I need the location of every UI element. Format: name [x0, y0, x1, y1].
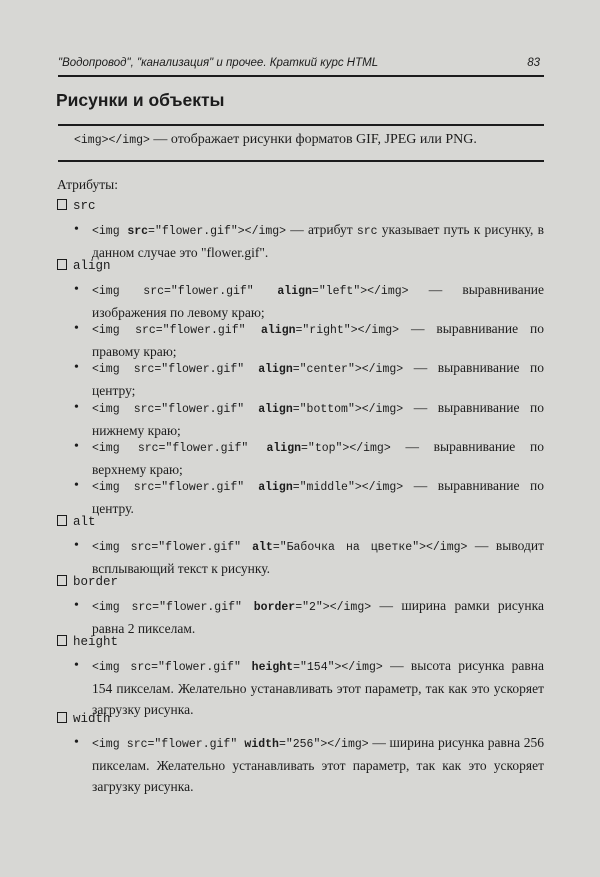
bullet-icon: • [74, 538, 79, 553]
checkbox-square-icon [57, 712, 67, 723]
intro-text: — отображает рисунки форматов GIF, JPEG или PNG. [149, 132, 477, 147]
bullet-icon: • [74, 439, 79, 454]
attribute-border-heading: border [57, 575, 118, 589]
intro-code: <img></img> [74, 134, 150, 147]
intro-box-bottom-rule [58, 160, 544, 162]
list-item: • <img src="flower.gif" align="middle"></img> — выравнивание по центру. [74, 475, 544, 519]
list-item: • <img src="flower.gif" align="bottom"></img> — выравнивание по нижнему краю; [74, 397, 544, 441]
list-item: • <img src="flower.gif" align="top"></img> — выравнивание по верхнему краю; [74, 436, 544, 480]
list-item: • <img src="flower.gif" align="right"></img> — выравнивание по правому краю; [74, 318, 544, 362]
attribute-height-heading: height [57, 635, 118, 649]
bullet-icon: • [74, 360, 79, 375]
intro-box-top-rule [58, 124, 544, 126]
attribute-align-heading: align [57, 259, 111, 273]
bullet-icon: • [74, 478, 79, 493]
bullet-icon: • [74, 658, 79, 673]
section-title: Рисунки и объекты [56, 90, 225, 110]
list-item: • <img src="flower.gif"></img> — атрибут src указывает путь к рисунку, в данном случае это "flower.gif". [74, 219, 544, 263]
bullet-icon: • [74, 321, 79, 336]
bullet-icon: • [74, 400, 79, 415]
checkbox-square-icon [57, 635, 67, 646]
list-item: • <img src="flower.gif" alt="Бабочка на цветке"></img> — выводит всплывающий текст к рисунку. [74, 535, 544, 579]
list-item: • <img src="flower.gif" align="center"></img> — выравнивание по центру; [74, 357, 544, 401]
bullet-icon: • [74, 282, 79, 297]
checkbox-square-icon [57, 515, 67, 526]
checkbox-square-icon [57, 575, 67, 586]
list-item: • <img src="flower.gif" width="256"></img> — ширина рисунка равна 256 пикселам. Желательно устанавливать этот параметр, так как это ускоряет загрузку рисунка. [74, 732, 544, 797]
list-item: • <img src="flower.gif" height="154"></img> — высота рисунка равна 154 пикселам. Желательно устанавливать этот параметр, так как это ускоряет загрузку рисунка. [74, 655, 544, 720]
bullet-icon: • [74, 222, 79, 237]
running-title: "Водопровод", "канализация" и прочее. Краткий курс HTML [58, 57, 379, 69]
attribute-src-heading: src [57, 199, 96, 213]
page-number: 83 [527, 57, 540, 69]
bullet-icon: • [74, 735, 79, 750]
checkbox-square-icon [57, 199, 67, 210]
bullet-icon: • [74, 598, 79, 613]
checkbox-square-icon [57, 259, 67, 270]
list-item: • <img src="flower.gif" border="2"></img> — ширина рамки рисунка равна 2 пикселам. [74, 595, 544, 639]
attribute-width-heading: width [57, 712, 111, 726]
header-rule [58, 75, 544, 77]
attribute-alt-heading: alt [57, 515, 96, 529]
attributes-label: Атрибуты: [57, 177, 118, 192]
list-item: • <img src="flower.gif" align="left"></img> — выравнивание изображения по левому краю; [74, 279, 544, 323]
running-header [58, 57, 542, 69]
intro-line [74, 132, 477, 148]
